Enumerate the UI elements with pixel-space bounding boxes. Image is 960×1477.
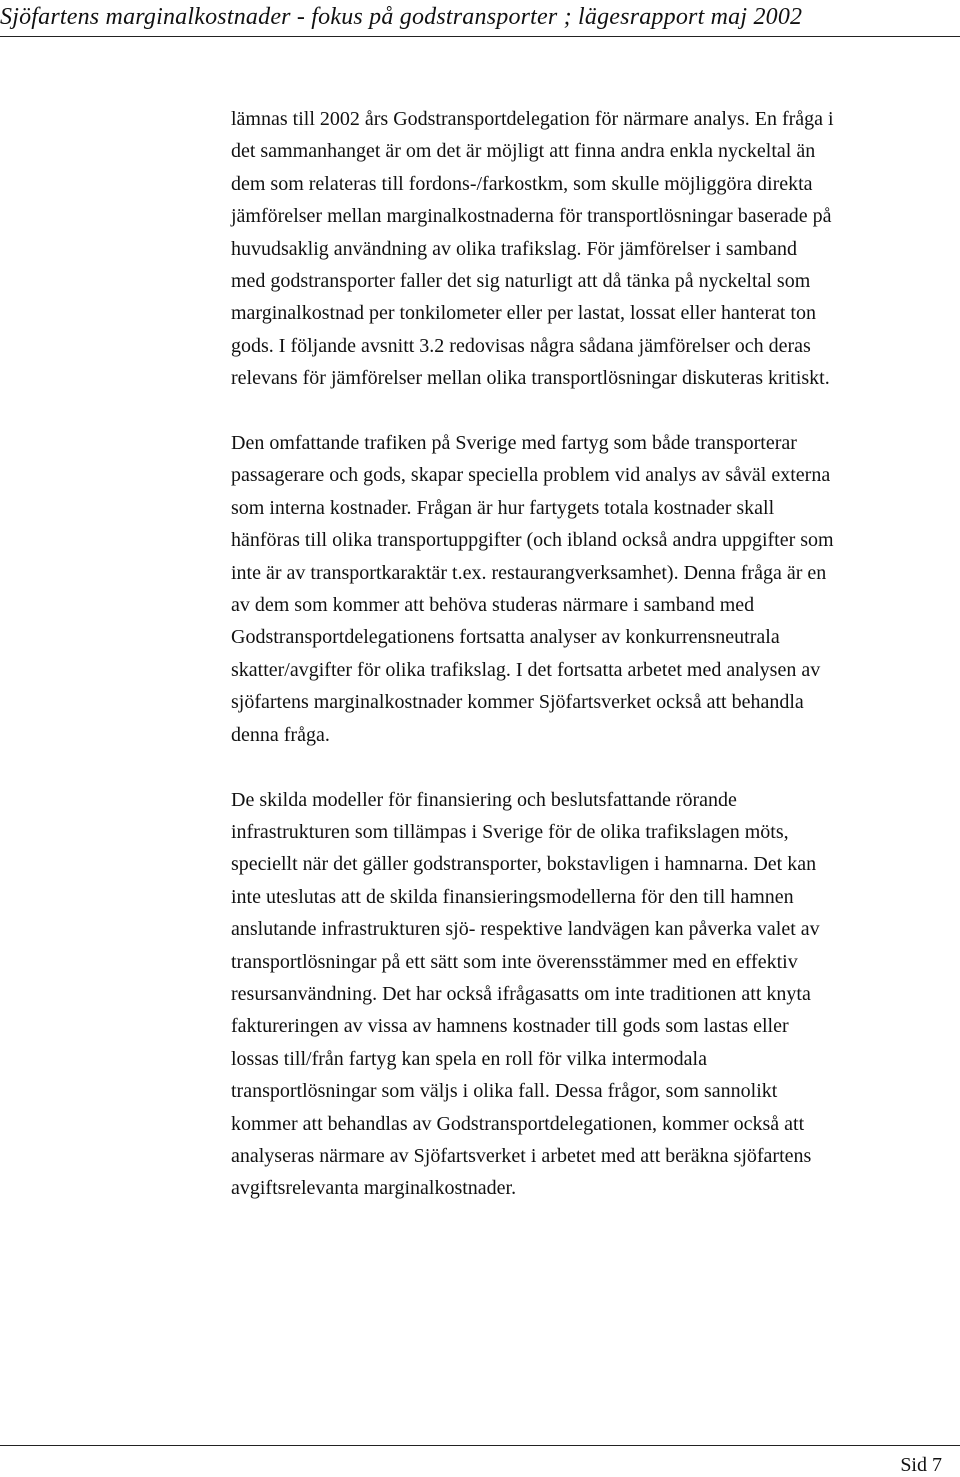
page-header xyxy=(0,0,960,40)
paragraph-3: De skilda modeller för finansiering och beslutsfattande rörande infrastrukturen som tillämpas i Sverige för de olika trafikslagen möts, speciellt när det gäller godstransporter, bokstavligen i hamnarna. Det kan inte uteslutas att de skilda finansieringsmodellerna för den till hamnen anslutande infrastrukturen sjö- respektive landvägen kan påverka valet av transportlösningar på ett sätt som inte överensstämmer med en effektiv resursanvändning. Det har också ifrågasatts om inte traditionen att knyta faktureringen av vissa av hamnens kostnader till gods som lastas eller lossas till/från fartyg kan spela en roll för vilka intermodala transportlösningar som väljs i olika fall. Dessa frågor, som sannolikt kommer att behandlas av Godstransportdelegationen, kommer också att analyseras närmare av Sjöfartsverket i arbetet med att beräkna sjöfartens avgiftsrelevanta marginalkostnader. xyxy=(231,788,820,1200)
header-divider xyxy=(0,36,960,37)
paragraph-1: lämnas till 2002 års Godstransportdelegation för närmare analys. En fråga i det sammanhanget är om det är möjligt att finna andra enkla nyckeltal än dem som relateras till fordons-/farkostkm, som skulle möjliggöra direkta jämförelser mellan marginalkostnaderna för transportlösningar baserade på huvudsaklig användning av olika trafikslag. För jämförelser i samband med godstransporter faller det sig naturligt att då tänka på nyckeltal som marginalkostnad per tonkilometer eller per lastat, lossat eller hanterat ton gods. I följande avsnitt 3.2 redovisas några sådana jämförelser och deras relevans för jämförelser mellan olika transportlösningar diskuteras kritiskt. xyxy=(231,108,834,390)
footer-divider xyxy=(0,1445,960,1446)
page-number: Sid 7 xyxy=(900,1454,942,1476)
paragraph-2: Den omfattande trafiken på Sverige med fartyg som både transporterar passagerare och gods, skapar speciella problem vid analys av såväl externa som interna kostnader. Frågan är hur fartygets totala kostnader skall hänföras till olika transportuppgifter (och ibland också andra uppgifter som inte är av transportkaraktär t.ex. restaurangverksamhet). Denna fråga är en av dem som kommer att behöva studeras närmare i samband med Godstransportdelegationens fortsatta analyser av konkurrensneutrala skatter/avgifter för olika trafikslag. I det fortsatta arbetet med analysen av sjöfartens marginalkostnader kommer Sjöfartsverket också att behandla denna fråga. xyxy=(231,432,834,746)
document-body xyxy=(231,103,959,1237)
page-footer xyxy=(0,1445,960,1475)
document-title: Sjöfartens marginalkostnader - fokus på godstransporter ; lägesrapport maj 2002 xyxy=(0,4,803,30)
